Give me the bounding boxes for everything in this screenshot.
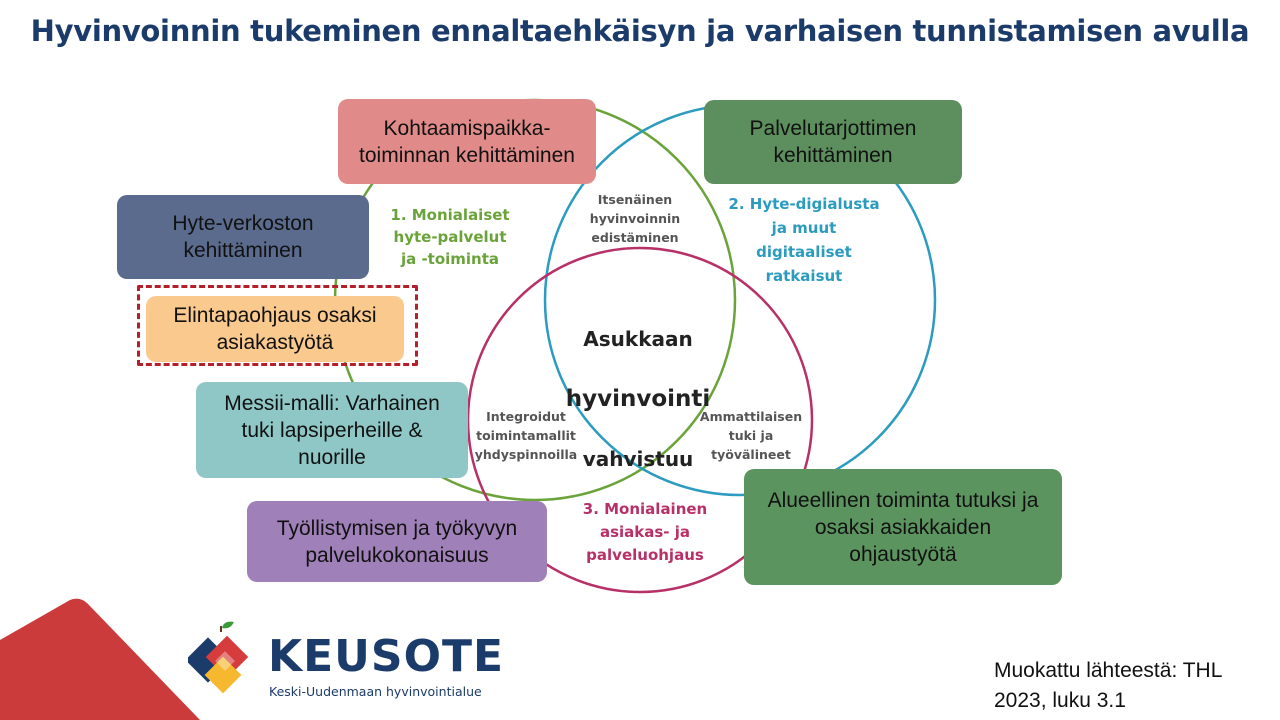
logo-name: KEUSOTE [268,631,505,682]
overlap-one-two: Itsenäinen hyvinvoinnin edistäminen [589,192,681,245]
center-label [548,294,728,504]
circle-two-label: 2. Hyte-digialusta ja muut digitaaliset ratkaisut [728,195,880,285]
box-palvelutarjotin: Palvelutarjottimen kehittäminen [704,100,962,184]
center-line-1: Asukkaan [583,327,693,351]
page-title: Hyvinvoinnin tukeminen ennaltaehkäisyn ja varhaisen tunnistamisen avulla [30,14,1250,48]
circle-one-label: 1. Monialaiset hyte-palvelut ja -toiminta [390,206,510,268]
box-messii-malli: Messii-malli: Varhainen tuki lapsiperheille & nuorille [196,382,468,478]
circle-three-label: 3. Monialainen asiakas- ja palveluohjaus [582,500,708,564]
logo-subtitle: Keski-Uudenmaan hyvinvointialue [269,684,482,699]
box-kohtaamispaikka: Kohtaamispaikka- toiminnan kehittäminen [338,99,596,184]
overlap-one-three: Integroidut toimintamallit yhdyspinnoilla [474,409,578,462]
overlap-two-three: Ammattilaisen tuki ja työvälineet [699,409,803,462]
source-note: Muokattu lähteestä: THL 2023, luku 3.1 [994,659,1223,712]
highlight-dashed-frame [137,285,418,366]
center-line-3: vahvistuu [582,447,694,471]
box-tyollistyminen: Työllistymisen ja työkyvyn palvelukokonaisuus [247,501,547,582]
box-elintapaohjaus: Elintapaohjaus osaksi asiakastyötä [146,296,404,362]
box-alueellinen-toiminta: Alueellinen toiminta tutuksi ja osaksi asiakkaiden ohjaustyötä [744,469,1062,585]
box-hyte-verkosto: Hyte-verkoston kehittäminen [117,195,369,279]
center-line-2: hyvinvointi [565,386,711,412]
